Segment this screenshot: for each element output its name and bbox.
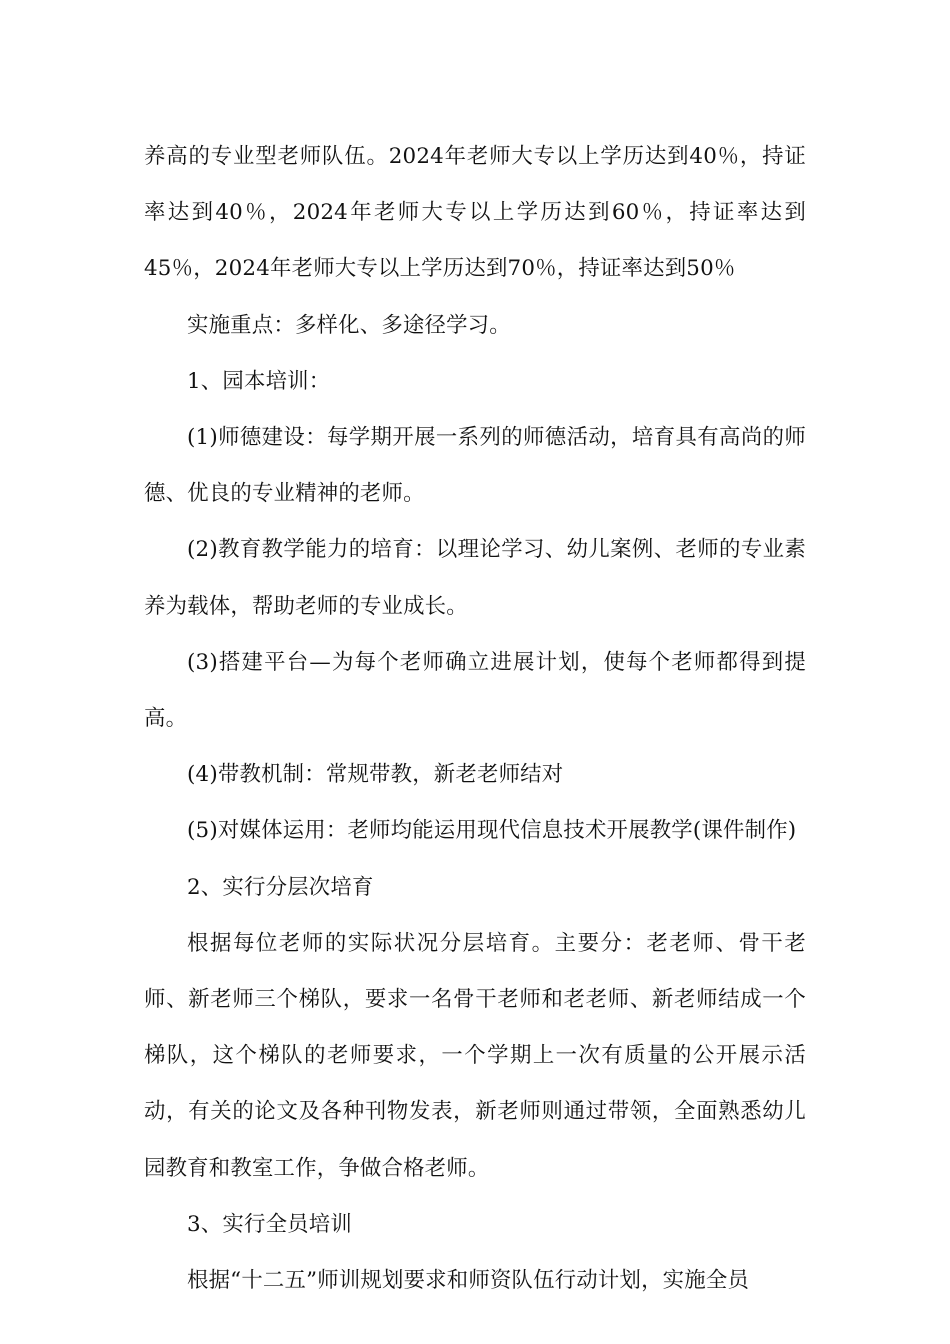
heading-tiered-training: 2、实行分层次培育: [187, 874, 374, 900]
heading-full-staff-training: 3、实行全员培训: [187, 1211, 352, 1237]
paragraph-media-use: (5)对媒体运用：老师均能运用现代信息技术开展教学(课件制作): [187, 818, 797, 844]
heading-school-training: 1、园本培训：: [187, 368, 331, 394]
paragraph-tiered-training: 根据每位老师的实际状况分层培育。主要分：老老师、骨干老师、新老师三个梯队，要求一名骨干老师和老老师、新老师结成一个梯队，这个梯队的老师要求，一个学期上一次有质量的公开展示活动，有关的论文及各种刊物发表，新老师则通过带领，全面熟悉幼儿园教育和教室工作，争做合格老师。: [144, 930, 806, 1181]
document-body: [144, 129, 806, 1309]
paragraph-implementation-focus: 实施重点：多样化、多途径学习。: [187, 312, 511, 338]
paragraph-full-staff-training: 根据“十二五”师训规划要求和师资队伍行动计划，实施全员: [187, 1268, 750, 1294]
paragraph-education-goals: 养高的专业型老师队伍。2024年老师大专以上学历达到40％，持证率达到40％，2024年老师大专以上学历达到60％，持证率达到45％，2024年老师大专以上学历达到70％，持证率达到50％: [144, 144, 806, 282]
paragraph-development-platform: (3)搭建平台—为每个老师确立进展计划，使每个老师都得到提高。: [144, 649, 806, 732]
paragraph-ethics-building: (1)师德建设：每学期开展一系列的师德活动，培育具有高尚的师德、优良的专业精神的老师。: [144, 425, 806, 507]
paragraph-teaching-ability: (2)教育教学能力的培育：以理论学习、幼儿案例、老师的专业素养为载体，帮助老师的专业成长。: [144, 537, 806, 619]
paragraph-mentoring-mechanism: (4)带教机制：常规带教，新老老师结对: [187, 762, 564, 788]
